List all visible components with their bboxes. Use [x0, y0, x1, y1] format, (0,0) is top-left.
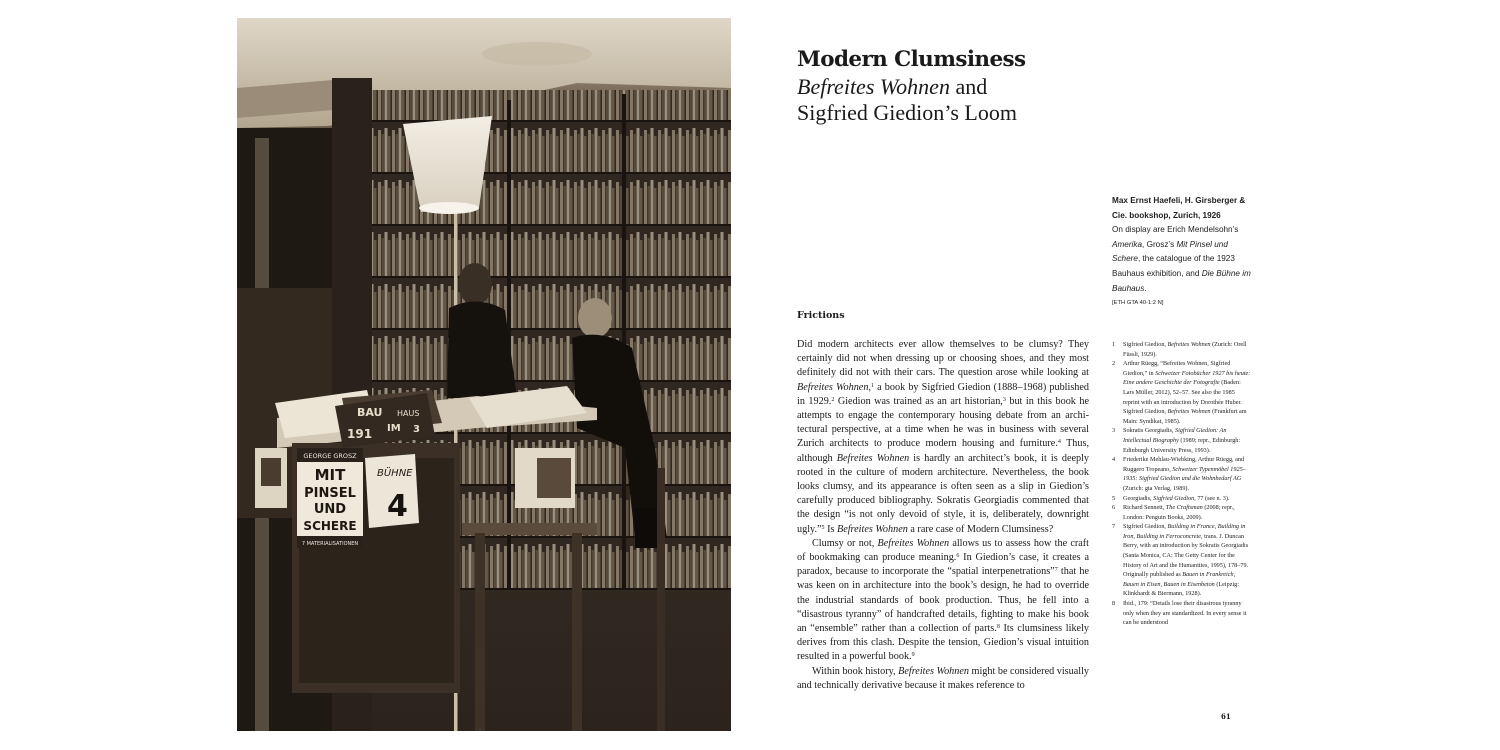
footnote-number: 1	[1112, 341, 1116, 348]
caption-heading	[1112, 194, 1252, 223]
bau-line1: BAU	[357, 406, 383, 419]
grosz-poster-line4: SCHERE	[303, 519, 357, 533]
footnote-5	[1112, 494, 1252, 504]
bau-line4: IM	[387, 423, 401, 434]
bookshop-photograph	[237, 18, 731, 731]
footnote-number: 6	[1112, 504, 1116, 512]
caption-text: , the catalogue of the 1923 Bauhaus exhibition, and	[1112, 254, 1235, 278]
footnote-text: Arthur Rüegg, “Befreites Wohnen, Sigfried Giedion,” in Schweizer Fotobücher 1927 bis heute: Eine andere Geschichte der Fotografie (Baden: Lars Müller, 2012), 52–57. See also the 1985 reprint with an introduction by Dorothée Huber. Sigfried Giedion, Befreites Wohnen (Frankfurt am Main: Syndikat, 1985).	[1123, 360, 1251, 425]
grosz-poster-line1: MIT	[314, 466, 346, 484]
grosz-poster-line3: UND	[313, 502, 347, 517]
footnote-ref: 1	[870, 382, 874, 389]
caption-title: Mit Pinsel und Schere	[1112, 239, 1228, 264]
footnote-number: 3	[1112, 427, 1116, 435]
grosz-poster-line2: PINSEL	[304, 486, 356, 501]
footnote-text: Ibid., 179: “Details lose their disastrous tyranny only when they are standardized. In every sense it can be understood	[1123, 600, 1247, 627]
footnote-6	[1112, 503, 1252, 522]
buhne-poster-title: BÜHNE	[377, 468, 413, 479]
buhne-poster-number: 4	[387, 489, 408, 524]
bau-line2: 191	[347, 427, 373, 441]
grosz-poster-bottom: 7 MATERIALISATIONEN	[301, 541, 359, 547]
bau-line5: 3	[413, 424, 420, 435]
chapter-title: Modern Clumsiness	[797, 47, 1026, 72]
subtitle-connector: and	[949, 74, 988, 99]
bau-line3: HAUS	[397, 409, 420, 418]
buhne-poster	[365, 454, 419, 528]
paragraph: Did modern architects ever allow themselves to be clumsy? They certainly did not when dressing up or choosing shoes, and they most definitely did not with their cars. The question arose while looking at Befreites Wohnen,$^1$ a book by Sigfried Giedion (1888–1968) published in 1929.$^2$ Giedion was trained as an art historian,$^3$ but in this book he attempts to engage the contemporary housing debate from an architectural perspective, at a time when he was in business with several Zurich architects to produce modern housing and furniture.$^4$ Thus, although Befreites Wohnen is hardly an architect’s book, it is deeply rooted in the culture of modern architecture. Nevertheless, the book looks clumsy, and its appearance is often seen as a slip in Giedion’s carefully produced bibliography. Sokratis Georgiadis commented that the design “is not only devoid of style, it is, deliberately, downright ugly.”$^5$ Is Befreites Wohnen a rare case of Modern Clumsiness?	[797, 339, 1090, 535]
footnote-2	[1112, 359, 1252, 426]
footnote-text: Richard Sennett, The Craftsman (2008; repr., London: Penguin Books, 2009).	[1123, 504, 1235, 521]
footnote-ref: 4	[1057, 439, 1061, 446]
footnote-text: Sigfried Giedion, Befreites Wohnen (Zurich: Orell Füssli, 1929).	[1123, 341, 1247, 358]
footnote-1	[1112, 340, 1252, 359]
footnote-ref: 3	[1002, 396, 1006, 403]
caption-heading-line2: Cie. bookshop, Zurich, 1926	[1112, 210, 1221, 220]
footnote-number: 4	[1112, 456, 1116, 464]
caption-title: Amerika	[1112, 239, 1143, 249]
footnote-ref: 6	[956, 553, 960, 560]
caption-text: .	[1144, 283, 1147, 293]
footnote-3	[1112, 426, 1252, 455]
paragraph: Clumsy or not, Befreites Wohnen allows us to assess how the craft of bookmaking can produce meaning.$^6$ In Giedion’s case, it creates a paradox, because to incorporate the “spatial interpenetrations”$^7$ that he was keen on in architecture into the book’s design, he had to override the industrial standards of book production. Thus, he fell into a “disastrous tyranny” of handcrafted details, fighting to make his book an “ensemble” rather than a collection of parts.$^8$ Its clumsiness likely derives from this clash. Despite the tension, Giedion’s visual intuition resulted in a powerful book.$^9$	[797, 537, 1089, 663]
page-number: 61	[1221, 712, 1231, 721]
caption-body	[1112, 223, 1252, 296]
section-heading: Frictions	[797, 310, 845, 321]
paragraph: Within book history, Befreites Wohnen might be considered visually and technically derivative because it makes reference to	[797, 665, 1090, 691]
grosz-poster	[297, 448, 363, 548]
photo-caption	[1112, 194, 1252, 309]
footnote-text: Georgiadis, Sigfried Giedion, 77 (see n. 3).	[1123, 494, 1230, 502]
footnote-4	[1112, 455, 1252, 493]
footnote-ref: 9	[911, 652, 915, 659]
footnote-7	[1112, 522, 1252, 599]
caption-text: , Grosz’s	[1142, 239, 1177, 249]
body-text	[797, 338, 1089, 693]
footnote-number: 8	[1112, 600, 1116, 608]
grosz-poster-top: GEORGE GROSZ	[303, 452, 357, 460]
footnotes	[1112, 340, 1252, 628]
footnote-ref: 2	[831, 396, 835, 403]
footnote-number: 2	[1112, 360, 1116, 368]
footnote-ref: 5	[821, 524, 825, 531]
footnote-text: Friederike Mehlau-Wiebking, Arthur Rüegg, and Ruggero Tropeano, Schweizer Typenmöbel 1925–1935: Sigfried Giedion und die Wohnbedarf AG (Zurich: gta Verlag, 1989).	[1123, 456, 1246, 492]
footnote-ref: 7	[1054, 567, 1058, 574]
chapter-subtitle-line1	[797, 74, 1217, 100]
footnote-text: Sokratis Georgiadis, Sigfried Giedion: An Intellectual Biography (1989; repr., Edinburgh: Edinburgh University Press, 1993).	[1123, 427, 1241, 454]
footnote-ref: 8	[996, 624, 1000, 631]
footnote-number: 5	[1112, 494, 1116, 502]
chapter-title-block	[797, 46, 1217, 126]
footnote-8	[1112, 599, 1252, 628]
chapter-subtitle-line2: Sigfried Giedion’s Loom	[797, 100, 1017, 125]
subtitle-book-title: Befreites Wohnen	[797, 74, 950, 99]
caption-source: [ETH GTA 40-1:2 N]	[1112, 300, 1164, 307]
footnote-number: 7	[1112, 523, 1116, 531]
caption-text: On display are Erich Mendelsohn’s	[1112, 225, 1239, 235]
footnote-text: Sigfried Giedion, Building in France, Building in Iron, Building in Ferroconcrete, trans. J. Duncan Berry, with an introduction by Sokratis Georgiadis (Santa Monica, CA: The Getty Center for the History of Art and the Humanities, 1995), 178–79. Originally published as Bauen in Frankreich, Bauen in Eisen, Bauen in Eisenbeton (Leipzig: Klinkhardt & Biermann, 1928).	[1123, 523, 1249, 598]
caption-heading-line1: Max Ernst Haefeli, H. Girsberger &	[1112, 196, 1246, 205]
caption-title: Die Bühne im Bauhaus	[1112, 268, 1251, 293]
